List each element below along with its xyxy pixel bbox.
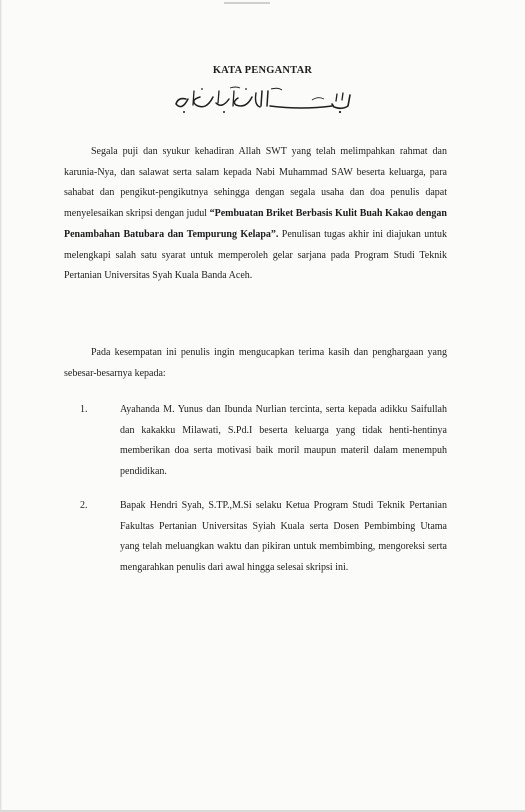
intro-text-end: Penulisan tugas akhir ini diajukan untuk melengkapi salah satu syarat untuk memperoleh gelar sarjana pada Program Studi Teknik Pertanian Universitas Syah Kuala Banda Aceh. — [64, 228, 448, 282]
list-item-text: Ayahanda M. Yunus dan Ibunda Nurlian tercinta, serta kepada adikku Saifullah dan kakakku Milawati, S.Pd.I beserta keluarga yang tidak henti-hentinya memberikan doa serta motivasi baik moril maupun materil dalam menempuh pendidikan. — [120, 404, 447, 478]
thesis-title: “Pembuatan Briket Berbasis Kulit Buah Kakao dengan Penambahan Batubara dan Tempurung Kelapa”. — [64, 208, 447, 240]
scan-mark-top — [224, 2, 270, 4]
intro-paragraph — [64, 142, 447, 287]
acknowledgement-list — [80, 400, 447, 592]
basmalah-calligraphy — [172, 85, 358, 115]
list-item — [80, 496, 447, 579]
list-item-number: 1. — [80, 404, 88, 415]
scan-edge-left — [0, 0, 2, 812]
page-title: KATA PENGANTAR — [212, 65, 313, 76]
list-item-text: Bapak Hendri Syah, S.TP.,M.Si selaku Ketua Program Studi Teknik Pertanian Fakultas Pertanian Universitas Syiah Kuala serta Dosen Pembimbing Utama yang telah meluangkan waktu dan pikiran untuk membimbing, mengoreksi serta mengarahkan penulis dari awal hingga selesai skripsi ini. — [120, 499, 447, 573]
intro-text-start: Segala puji dan syukur kehadiran Allah SWT yang telah melimpahkan rahmat dan karunia-Nya, dan salawat serta salam kepada Nabi Muhammad SAW beserta keluarga, para sahabat dan pengikut-pengikutnya sehingga dengan segala usaha dan doa penulis dapat menyelesaikan skripsi dengan judul — [64, 146, 447, 220]
list-item-number: 2. — [80, 499, 88, 511]
list-item — [80, 400, 447, 483]
acknowledgement-intro: Pada kesempatan ini penulis ingin mengucapkan terima kasih dan penghargaan yang sebesar-besarnya kepada: — [64, 347, 447, 379]
